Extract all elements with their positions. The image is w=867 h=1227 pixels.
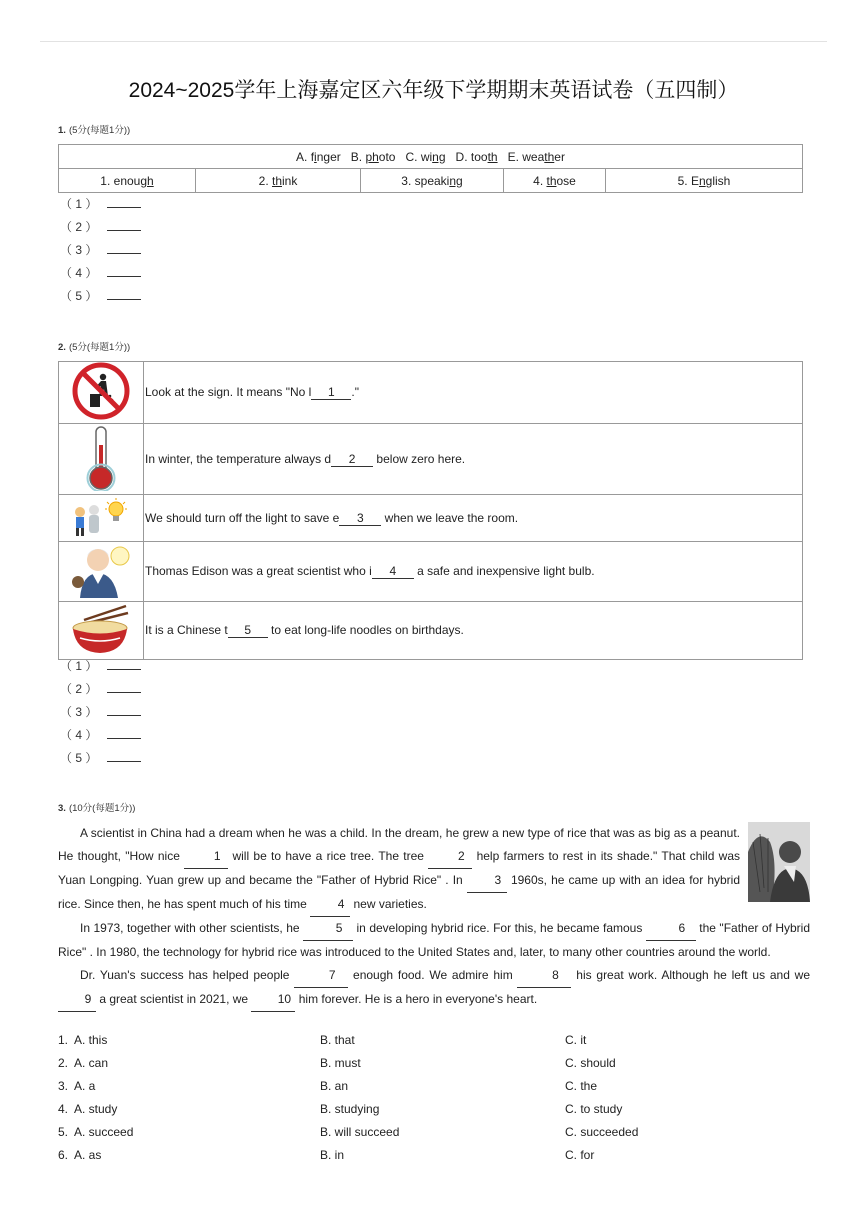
edison-portrait-icon xyxy=(59,542,144,602)
option-c[interactable]: C. succeeded xyxy=(565,1125,639,1139)
option-c[interactable]: C. should xyxy=(565,1056,616,1070)
q3-option-row-1: 1. A. this B. that C. it xyxy=(58,1029,818,1052)
q3-header xyxy=(58,800,135,814)
q2-answer-4[interactable]: （ 4 ） xyxy=(60,724,141,747)
q3-option-row-6: 6. A. as B. in C. for xyxy=(58,1144,818,1167)
light-bulb-icon xyxy=(59,495,144,542)
q1-opt-c: C. wi xyxy=(405,149,433,164)
q2-header xyxy=(58,339,130,353)
q3-meta: (10分(每题1分)) xyxy=(68,803,136,814)
q2-number: 2. xyxy=(58,342,66,353)
q3-option-row-4: 4. A. study B. studying C. to study xyxy=(58,1098,818,1121)
q1-word-5: 5. English xyxy=(606,169,803,193)
no-littering-sign-icon xyxy=(59,362,144,424)
q3-paragraph-3: Dr. Yuan's success has helped people 7 enough food. We admire him 8 his great work. Although he left us and we 9 a great scientist in 2021, we 10 him forever. He is a hero in everyone's heart. xyxy=(58,964,810,1012)
q2-sentence-4: Thomas Edison was a great scientist who i 4 a safe and inexpensive light bulb. xyxy=(144,542,803,602)
q3-options xyxy=(58,1029,818,1167)
q3-option-row-3: 3. A. a B. an C. the xyxy=(58,1075,818,1098)
q1-opt-d: D. too xyxy=(455,149,488,164)
q3-paragraph-1: A scientist in China had a dream when he was a child. In the dream, he grew a new type of rice that was as big as a peanut. He thought, "How nice 1 will be to have a rice tree. The tree 2 help farmers to rest in its shade." That child was Yuan Longping. Yuan grew up and became the "Father of Hybrid Rice" . In 3 1960s, he came up with an idea for hybrid rice. Since then, he has spent much of his time 4 new varieties. xyxy=(58,822,810,917)
q3-blank-10[interactable]: 10 xyxy=(251,988,295,1012)
option-a[interactable]: A. as xyxy=(74,1148,102,1162)
q3-blank-5[interactable]: 5 xyxy=(303,917,353,941)
q1-answer-4[interactable]: （ 4 ） xyxy=(60,262,141,285)
q1-number: 1. xyxy=(58,125,66,136)
q1-word-2: 2. think xyxy=(196,169,361,193)
q1-opt-c-u: ng xyxy=(432,149,446,164)
q1-meta: (5分(每题1分)) xyxy=(68,125,131,136)
q2-blank-1[interactable]: 1 xyxy=(311,385,351,400)
q3-blank-9[interactable]: 9 xyxy=(58,988,96,1012)
q1-answer-3[interactable]: （ 3 ） xyxy=(60,239,141,262)
q1-opt-a-post: nger xyxy=(316,149,341,164)
q2-row xyxy=(59,602,803,660)
q1-options-row xyxy=(59,145,803,169)
q2-blank-4[interactable]: 4 xyxy=(372,564,414,579)
q1-opt-e: E. wea xyxy=(507,149,545,164)
q1-word-3: 3. speaking xyxy=(361,169,504,193)
q1-opt-b-u: ph xyxy=(365,149,379,164)
q2-sentence-2: In winter, the temperature always d 2 below zero here. xyxy=(144,424,803,495)
q1-opt-d-u: th xyxy=(487,149,498,164)
q3-blank-1[interactable]: 1 xyxy=(184,845,228,869)
q3-blank-7[interactable]: 7 xyxy=(294,964,348,988)
option-b[interactable]: B. studying xyxy=(320,1102,380,1116)
q1-table xyxy=(58,144,803,193)
q2-answer-5[interactable]: （ 5 ） xyxy=(60,747,141,770)
q1-opt-a-u: i xyxy=(314,149,317,164)
q2-answer-3[interactable]: （ 3 ） xyxy=(60,701,141,724)
q1-answer-5[interactable]: （ 5 ） xyxy=(60,285,141,308)
q2-answer-2[interactable]: （ 2 ） xyxy=(60,678,141,701)
option-a[interactable]: A. succeed xyxy=(74,1125,134,1139)
q3-number: 3. xyxy=(58,803,66,814)
q2-row xyxy=(59,424,803,495)
q3-passage xyxy=(58,822,810,1012)
q2-sentence-3: We should turn off the light to save e 3 when we leave the room. xyxy=(144,495,803,542)
option-b[interactable]: B. an xyxy=(320,1079,349,1093)
q3-blank-8[interactable]: 8 xyxy=(517,964,571,988)
q2-sentence-5: It is a Chinese t 5 to eat long-life noodles on birthdays. xyxy=(144,602,803,660)
top-divider xyxy=(40,41,827,42)
q2-meta: (5分(每题1分)) xyxy=(68,342,131,353)
q2-sentence-1: Look at the sign. It means "No l 1 ." xyxy=(144,362,803,424)
option-a[interactable]: A. study xyxy=(74,1102,118,1116)
q1-answer-1[interactable]: （ 1 ） xyxy=(60,193,141,216)
option-a[interactable]: A. a xyxy=(74,1079,96,1093)
q2-table xyxy=(58,361,803,660)
q1-opt-e-post: er xyxy=(554,149,565,164)
option-b[interactable]: B. in xyxy=(320,1148,345,1162)
q3-blank-3[interactable]: 3 xyxy=(467,869,507,893)
q1-opt-e-u: th xyxy=(544,149,555,164)
q1-header xyxy=(58,122,130,136)
q1-word-1: 1. enough xyxy=(59,169,196,193)
q2-blank-2[interactable]: 2 xyxy=(331,452,373,467)
q3-option-row-2: 2. A. can B. must C. should xyxy=(58,1052,818,1075)
noodle-bowl-icon xyxy=(59,602,144,660)
option-c[interactable]: C. for xyxy=(565,1148,595,1162)
q2-row xyxy=(59,495,803,542)
q3-blank-2[interactable]: 2 xyxy=(428,845,472,869)
q2-blank-5[interactable]: 5 xyxy=(228,623,268,638)
thermometer-icon xyxy=(59,424,144,495)
q2-blank-3[interactable]: 3 xyxy=(339,511,381,526)
q1-opt-a: A. f xyxy=(296,149,315,164)
option-b[interactable]: B. that xyxy=(320,1033,355,1047)
q2-answer-1[interactable]: （ 1 ） xyxy=(60,655,141,678)
option-b[interactable]: B. must xyxy=(320,1056,361,1070)
q1-opt-b: B. xyxy=(350,149,366,164)
option-b[interactable]: B. will succeed xyxy=(320,1125,400,1139)
q1-word-4: 4. those xyxy=(504,169,606,193)
option-a[interactable]: A. this xyxy=(74,1033,108,1047)
option-c[interactable]: C. it xyxy=(565,1033,587,1047)
q2-row xyxy=(59,362,803,424)
yuan-longping-photo-icon xyxy=(748,822,810,902)
q3-blank-6[interactable]: 6 xyxy=(646,917,696,941)
q2-answer-list xyxy=(60,655,141,770)
q3-paragraph-2: In 1973, together with other scientists, he 5 in developing hybrid rice. For this, he became famous 6 the "Father of Hybrid Rice" . In 1980, the technology for hybrid rice was introduced to the United States and, later, to many other countries around the world. xyxy=(58,917,810,964)
q2-row xyxy=(59,542,803,602)
option-c[interactable]: C. the xyxy=(565,1079,598,1093)
q1-opt-b-post: oto xyxy=(378,149,396,164)
option-a[interactable]: A. can xyxy=(74,1056,109,1070)
option-c[interactable]: C. to study xyxy=(565,1102,623,1116)
q1-answer-list xyxy=(60,193,141,308)
q1-answer-2[interactable]: （ 2 ） xyxy=(60,216,141,239)
q3-blank-4[interactable]: 4 xyxy=(310,893,350,917)
q3-option-row-5: 5. A. succeed B. will succeed C. succeeded xyxy=(58,1121,818,1144)
page-title: 2024~2025学年上海嘉定区六年级下学期期末英语试卷（五四制） xyxy=(128,79,739,102)
